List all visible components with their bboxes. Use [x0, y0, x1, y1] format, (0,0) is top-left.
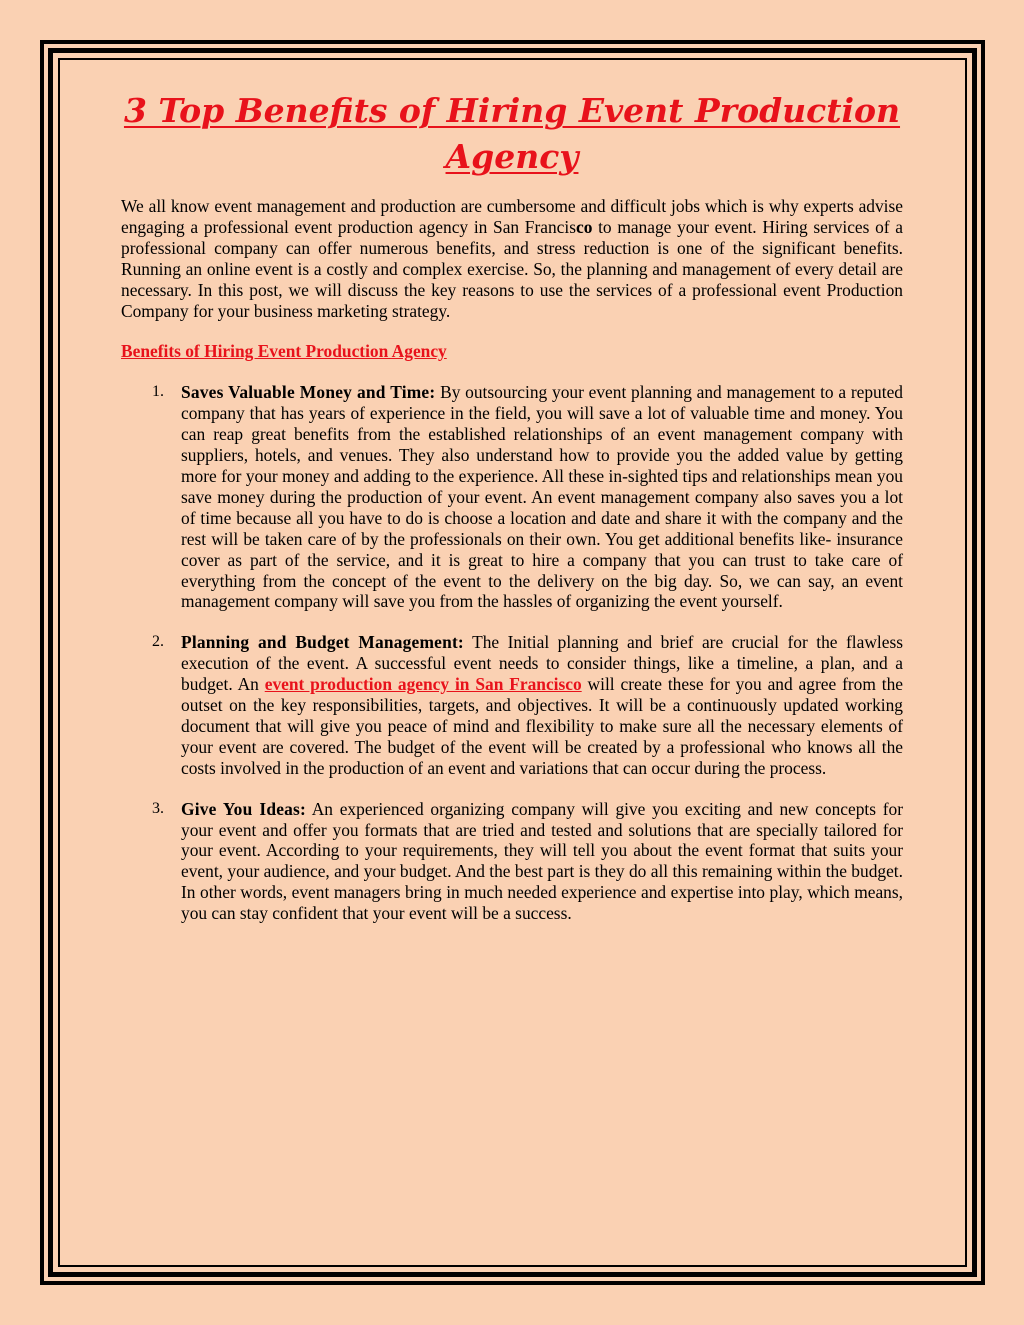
benefit-body-continued: will create these for you and agree from the outset on the key responsibilities, targets, and objectives. It will be a continuously updated working document that will give you peace of mind and flexibility to make sure all the necessary elements of your event are covered. The budget of the event will be created by a professional who knows all the costs involved in the production of an event and variations that can occur during the process.	[181, 674, 903, 778]
intro-text-end: to manage your event. Hiring services of a professional company can offer numerous benefits, and stress reduction is one of the significant benefits. Running an online event is a costly and complex exercise. So, the planning and management of every detail are necessary. In this post, we will discuss the key reasons to use the services of a professional event Production Company for your business marketing strategy.	[121, 216, 903, 321]
list-item-text	[181, 799, 903, 924]
list-item	[121, 632, 903, 778]
section-heading: Benefits of Hiring Event Production Agency	[121, 341, 447, 362]
page-title: 3 Top Benefits of Hiring Event Production Agency	[123, 91, 901, 176]
list-number: 3.	[152, 799, 164, 817]
list-item	[121, 382, 903, 612]
benefit-lead: Give You Ideas:	[181, 798, 306, 819]
benefit-lead: Planning and Budget Management:	[181, 632, 464, 653]
list-item-text	[181, 382, 903, 612]
document-body	[121, 88, 903, 944]
benefits-list	[121, 382, 903, 924]
benefit-body: An experienced organizing company will give you exciting and new concepts for your event and offer you formats that are tried and tested and solutions that are specially tailored for your event. According to your requirements, they will tell you about the event format that suits your event, your audience, and your budget. And the best part is they do all this remaining within the budget. In other words, event managers bring in much needed experience and expertise into play, which means, you can stay confident that your event will be a success.	[181, 798, 903, 924]
intro-bold-fragment: co	[576, 216, 593, 237]
list-item	[121, 799, 903, 924]
agency-link[interactable]: event production agency in San Francisco	[264, 674, 582, 695]
benefit-body: The Initial planning and brief are crucial for the flawless execution of the event. A successful event needs to consider things, like a timeline, a plan, and a budget. An	[181, 632, 903, 695]
list-item-text	[181, 632, 903, 778]
list-number: 2.	[152, 633, 164, 651]
benefit-body: By outsourcing your event planning and management to a reputed company that has years of experience in the field, you will save a lot of valuable time and money. You can reap great benefits from the established relationships of an event management company with suppliers, hotels, and venues. They also understand how to provide you the added value by getting more for your money and adding to the experience. All these in-sighted tips and relationships mean you save money during the production of your event. An event management company also saves you a lot of time because all you have to do is choose a location and date and share it with the company and the rest will be taken care of by the professionals on their own. You get additional benefits like- insurance cover as part of the service, and it is great to hire a company that you can trust to take care of everything from the concept of the event to the delivery on the big day. So, we can say, an event management company will save you from the hassles of organizing the event yourself.	[181, 382, 903, 612]
list-number: 1.	[152, 383, 164, 401]
intro-paragraph	[121, 196, 903, 321]
intro-text-start: We all know event management and production are cumbersome and difficult jobs which is why experts advise engaging a professional event production agency in San Francis	[121, 196, 903, 237]
benefit-lead: Saves Valuable Money and Time:	[181, 382, 436, 403]
